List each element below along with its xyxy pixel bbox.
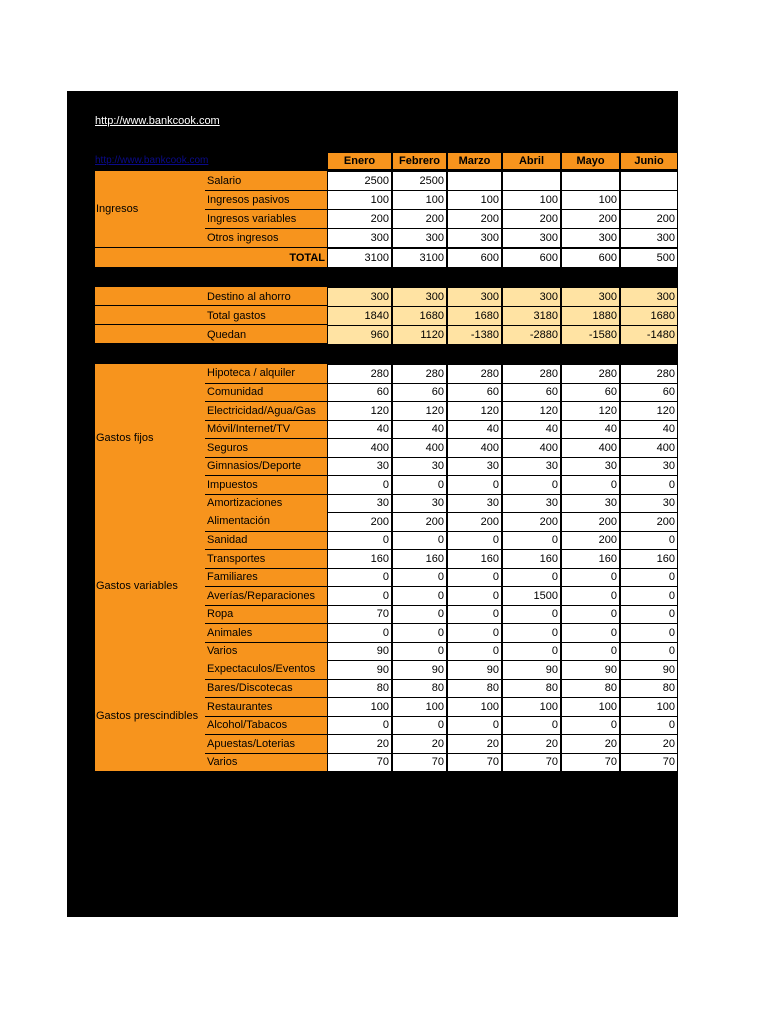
row-label: Salario bbox=[205, 171, 327, 190]
value-cell[interactable]: 40 bbox=[502, 420, 561, 440]
value-cell[interactable]: 160 bbox=[447, 549, 502, 569]
value-cell[interactable]: 30 bbox=[620, 457, 678, 477]
value-cell[interactable]: 90 bbox=[620, 660, 678, 680]
value-cell[interactable] bbox=[447, 171, 502, 191]
value-cell[interactable]: 20 bbox=[327, 734, 392, 754]
value-cell[interactable]: 40 bbox=[620, 420, 678, 440]
row-label: Ingresos pasivos bbox=[205, 190, 327, 209]
value-cell[interactable]: 0 bbox=[561, 605, 620, 625]
value-cell[interactable]: 100 bbox=[447, 190, 502, 210]
value-cell[interactable]: 100 bbox=[392, 190, 447, 210]
summary-label: Quedan bbox=[207, 328, 247, 341]
value-cell[interactable]: 0 bbox=[447, 716, 502, 736]
value-cell[interactable]: 30 bbox=[561, 494, 620, 514]
summary-value-cell[interactable]: 300 bbox=[620, 287, 678, 307]
group-label-gastos-fijos: Gastos fijos bbox=[95, 364, 205, 512]
row-label: Gimnasios/Deporte bbox=[205, 457, 327, 476]
value-cell[interactable]: 200 bbox=[447, 209, 502, 229]
summary-value-cell[interactable]: 3180 bbox=[502, 306, 561, 326]
value-cell[interactable]: 2500 bbox=[327, 171, 392, 191]
value-cell[interactable]: 0 bbox=[392, 623, 447, 643]
value-cell[interactable]: 30 bbox=[327, 494, 392, 514]
value-cell[interactable]: 0 bbox=[392, 568, 447, 588]
row-label: Animales bbox=[205, 623, 327, 642]
value-cell[interactable] bbox=[620, 190, 678, 210]
value-cell[interactable]: 300 bbox=[327, 228, 392, 248]
value-cell[interactable]: 80 bbox=[620, 679, 678, 699]
value-cell[interactable]: 20 bbox=[392, 734, 447, 754]
value-cell[interactable]: 400 bbox=[502, 438, 561, 458]
value-cell[interactable]: 30 bbox=[502, 457, 561, 477]
header-website-link[interactable]: http://www.bankcook.com bbox=[95, 155, 209, 166]
value-cell[interactable]: 100 bbox=[620, 697, 678, 717]
value-cell[interactable]: 60 bbox=[561, 383, 620, 403]
value-cell[interactable]: 100 bbox=[502, 697, 561, 717]
value-cell[interactable]: 200 bbox=[447, 512, 502, 532]
summary-label: Destino al ahorro bbox=[207, 290, 291, 303]
summary-value-cell[interactable]: 300 bbox=[327, 287, 392, 307]
value-cell[interactable]: 0 bbox=[327, 475, 392, 495]
value-cell[interactable]: 0 bbox=[392, 642, 447, 662]
group-label-gastos-variables: Gastos variables bbox=[95, 512, 205, 660]
summary-value-cell[interactable]: 300 bbox=[502, 287, 561, 307]
value-cell[interactable]: 280 bbox=[620, 364, 678, 384]
value-cell[interactable]: 160 bbox=[561, 549, 620, 569]
total-value-cell[interactable]: 3100 bbox=[392, 248, 447, 268]
row-label: Ingresos variables bbox=[205, 209, 327, 228]
value-cell[interactable]: 0 bbox=[502, 642, 561, 662]
summary-value-cell[interactable]: -1580 bbox=[561, 325, 620, 345]
value-cell[interactable]: 30 bbox=[447, 494, 502, 514]
value-cell[interactable]: 0 bbox=[392, 531, 447, 551]
summary-value-cell[interactable]: 1120 bbox=[392, 325, 447, 345]
value-cell[interactable]: 0 bbox=[447, 475, 502, 495]
value-cell[interactable]: 0 bbox=[447, 605, 502, 625]
value-cell[interactable]: 280 bbox=[447, 364, 502, 384]
value-cell[interactable]: 40 bbox=[447, 420, 502, 440]
value-cell[interactable]: 200 bbox=[327, 209, 392, 229]
value-cell[interactable]: 60 bbox=[502, 383, 561, 403]
value-cell[interactable]: 120 bbox=[561, 401, 620, 421]
row-label: Alimentación bbox=[205, 512, 327, 531]
value-cell[interactable]: 100 bbox=[561, 697, 620, 717]
value-cell[interactable]: 0 bbox=[620, 586, 678, 606]
value-cell[interactable]: 280 bbox=[392, 364, 447, 384]
value-cell[interactable]: 30 bbox=[502, 494, 561, 514]
value-cell[interactable]: 20 bbox=[502, 734, 561, 754]
value-cell[interactable]: 300 bbox=[561, 228, 620, 248]
value-cell[interactable]: 0 bbox=[502, 605, 561, 625]
summary-value-cell[interactable]: 1680 bbox=[392, 306, 447, 326]
value-cell[interactable]: 0 bbox=[620, 568, 678, 588]
value-cell[interactable]: 0 bbox=[502, 716, 561, 736]
value-cell[interactable]: 40 bbox=[327, 420, 392, 440]
value-cell[interactable]: 160 bbox=[327, 549, 392, 569]
row-label: Otros ingresos bbox=[205, 228, 327, 247]
total-value-cell[interactable]: 500 bbox=[620, 248, 678, 268]
row-label: Bares/Discotecas bbox=[205, 679, 327, 698]
value-cell[interactable]: 70 bbox=[561, 753, 620, 773]
value-cell[interactable]: 120 bbox=[447, 401, 502, 421]
value-cell[interactable]: 200 bbox=[392, 209, 447, 229]
value-cell[interactable]: 20 bbox=[620, 734, 678, 754]
total-value-cell[interactable]: 600 bbox=[447, 248, 502, 268]
value-cell[interactable]: 60 bbox=[327, 383, 392, 403]
total-value-cell[interactable]: 600 bbox=[502, 248, 561, 268]
summary-value-cell[interactable]: 300 bbox=[561, 287, 620, 307]
summary-value-cell[interactable]: 1840 bbox=[327, 306, 392, 326]
group-label-ingresos: Ingresos bbox=[95, 171, 205, 247]
value-cell[interactable]: 80 bbox=[447, 679, 502, 699]
row-label: Expectaculos/Eventos bbox=[205, 660, 327, 679]
value-cell[interactable]: 300 bbox=[502, 228, 561, 248]
value-cell[interactable]: 90 bbox=[447, 660, 502, 680]
value-cell[interactable]: 80 bbox=[561, 679, 620, 699]
value-cell[interactable]: 200 bbox=[327, 512, 392, 532]
total-label: TOTAL bbox=[95, 248, 327, 267]
value-cell[interactable]: 90 bbox=[392, 660, 447, 680]
value-cell[interactable]: 100 bbox=[392, 697, 447, 717]
value-cell[interactable]: 0 bbox=[561, 568, 620, 588]
value-cell[interactable]: 70 bbox=[392, 753, 447, 773]
summary-value-cell[interactable]: 300 bbox=[392, 287, 447, 307]
summary-value-cell[interactable]: -2880 bbox=[502, 325, 561, 345]
value-cell[interactable]: 200 bbox=[502, 209, 561, 229]
value-cell[interactable]: 80 bbox=[502, 679, 561, 699]
value-cell[interactable]: 160 bbox=[620, 549, 678, 569]
row-label: Sanidad bbox=[205, 531, 327, 550]
month-header-abril: Abril bbox=[502, 152, 561, 170]
value-cell[interactable]: 0 bbox=[327, 531, 392, 551]
row-label: Electricidad/Agua/Gas bbox=[205, 401, 327, 420]
value-cell[interactable] bbox=[502, 171, 561, 191]
value-cell[interactable]: 40 bbox=[561, 420, 620, 440]
row-label: Familiares bbox=[205, 568, 327, 587]
value-cell[interactable]: 0 bbox=[392, 586, 447, 606]
value-cell[interactable]: 0 bbox=[620, 605, 678, 625]
value-cell[interactable]: 0 bbox=[620, 716, 678, 736]
month-header-enero: Enero bbox=[327, 152, 392, 170]
value-cell[interactable]: 280 bbox=[502, 364, 561, 384]
value-cell[interactable]: 0 bbox=[327, 586, 392, 606]
value-cell[interactable]: 0 bbox=[620, 531, 678, 551]
value-cell[interactable]: 80 bbox=[392, 679, 447, 699]
total-value-cell[interactable]: 600 bbox=[561, 248, 620, 268]
row-label: Averías/Reparaciones bbox=[205, 586, 327, 605]
value-cell[interactable]: 70 bbox=[447, 753, 502, 773]
value-cell[interactable]: 300 bbox=[392, 228, 447, 248]
value-cell[interactable]: 200 bbox=[561, 512, 620, 532]
value-cell[interactable]: 30 bbox=[620, 494, 678, 514]
value-cell[interactable]: 40 bbox=[392, 420, 447, 440]
value-cell[interactable]: 70 bbox=[502, 753, 561, 773]
value-cell[interactable]: 0 bbox=[561, 623, 620, 643]
value-cell[interactable]: 20 bbox=[447, 734, 502, 754]
row-label: Ropa bbox=[205, 605, 327, 624]
value-cell[interactable]: 120 bbox=[502, 401, 561, 421]
value-cell[interactable]: 0 bbox=[502, 568, 561, 588]
month-header-mayo: Mayo bbox=[561, 152, 620, 170]
summary-value-cell[interactable]: 960 bbox=[327, 325, 392, 345]
value-cell[interactable]: 160 bbox=[392, 549, 447, 569]
summary-value-cell[interactable]: 1680 bbox=[447, 306, 502, 326]
value-cell[interactable]: 0 bbox=[561, 586, 620, 606]
row-label: Hipoteca / alquiler bbox=[205, 364, 327, 383]
value-cell[interactable]: 120 bbox=[620, 401, 678, 421]
row-label: Amortizaciones bbox=[205, 494, 327, 513]
value-cell[interactable]: 90 bbox=[502, 660, 561, 680]
value-cell[interactable]: 300 bbox=[447, 228, 502, 248]
value-cell[interactable]: 30 bbox=[392, 457, 447, 477]
row-label: Varios bbox=[205, 753, 327, 772]
summary-value-cell[interactable]: -1480 bbox=[620, 325, 678, 345]
row-label: Móvil/Internet/TV bbox=[205, 420, 327, 439]
value-cell[interactable]: 0 bbox=[447, 642, 502, 662]
value-cell[interactable]: 100 bbox=[327, 190, 392, 210]
value-cell[interactable]: 200 bbox=[502, 512, 561, 532]
value-cell[interactable]: 60 bbox=[447, 383, 502, 403]
value-cell[interactable]: 0 bbox=[392, 716, 447, 736]
row-label: Comunidad bbox=[205, 383, 327, 402]
month-header-febrero: Febrero bbox=[392, 152, 447, 170]
month-header-marzo: Marzo bbox=[447, 152, 502, 170]
row-label: Varios bbox=[205, 642, 327, 661]
value-cell[interactable]: 100 bbox=[561, 190, 620, 210]
value-cell[interactable]: 0 bbox=[620, 642, 678, 662]
value-cell[interactable]: 0 bbox=[392, 475, 447, 495]
value-cell[interactable]: 200 bbox=[561, 209, 620, 229]
value-cell[interactable]: 100 bbox=[327, 697, 392, 717]
value-cell[interactable] bbox=[561, 171, 620, 191]
value-cell[interactable]: 0 bbox=[392, 605, 447, 625]
value-cell[interactable]: 80 bbox=[327, 679, 392, 699]
value-cell[interactable]: 0 bbox=[327, 568, 392, 588]
value-cell[interactable] bbox=[620, 171, 678, 191]
value-cell[interactable]: 400 bbox=[561, 438, 620, 458]
summary-value-cell[interactable]: 1680 bbox=[620, 306, 678, 326]
value-cell[interactable]: 280 bbox=[327, 364, 392, 384]
value-cell[interactable]: 200 bbox=[620, 209, 678, 229]
month-header-junio: Junio bbox=[620, 152, 678, 170]
summary-value-cell[interactable]: -1380 bbox=[447, 325, 502, 345]
value-cell[interactable]: 90 bbox=[561, 660, 620, 680]
value-cell[interactable]: 160 bbox=[502, 549, 561, 569]
value-cell[interactable]: 120 bbox=[327, 401, 392, 421]
value-cell[interactable]: 300 bbox=[620, 228, 678, 248]
value-cell[interactable]: 0 bbox=[447, 623, 502, 643]
value-cell[interactable]: 70 bbox=[327, 753, 392, 773]
value-cell[interactable]: 0 bbox=[502, 531, 561, 551]
value-cell[interactable]: 0 bbox=[447, 568, 502, 588]
value-cell[interactable]: 0 bbox=[620, 623, 678, 643]
value-cell[interactable]: 2500 bbox=[392, 171, 447, 191]
summary-value-cell[interactable]: 300 bbox=[447, 287, 502, 307]
value-cell[interactable]: 0 bbox=[327, 716, 392, 736]
value-cell[interactable]: 0 bbox=[327, 623, 392, 643]
value-cell[interactable]: 0 bbox=[502, 475, 561, 495]
value-cell[interactable]: 70 bbox=[620, 753, 678, 773]
value-cell[interactable]: 200 bbox=[392, 512, 447, 532]
value-cell[interactable]: 1500 bbox=[502, 586, 561, 606]
summary-value-cell[interactable]: 1880 bbox=[561, 306, 620, 326]
value-cell[interactable]: 90 bbox=[327, 642, 392, 662]
value-cell[interactable]: 200 bbox=[561, 531, 620, 551]
total-value-cell[interactable]: 3100 bbox=[327, 248, 392, 268]
value-cell[interactable]: 120 bbox=[392, 401, 447, 421]
value-cell[interactable]: 60 bbox=[392, 383, 447, 403]
value-cell[interactable]: 400 bbox=[620, 438, 678, 458]
value-cell[interactable]: 400 bbox=[327, 438, 392, 458]
value-cell[interactable]: 70 bbox=[327, 605, 392, 625]
value-cell[interactable]: 30 bbox=[327, 457, 392, 477]
row-label: Restaurantes bbox=[205, 697, 327, 716]
value-cell[interactable]: 90 bbox=[327, 660, 392, 680]
value-cell[interactable]: 0 bbox=[620, 475, 678, 495]
value-cell[interactable]: 60 bbox=[620, 383, 678, 403]
value-cell[interactable]: 0 bbox=[561, 716, 620, 736]
value-cell[interactable]: 400 bbox=[392, 438, 447, 458]
value-cell[interactable]: 280 bbox=[561, 364, 620, 384]
value-cell[interactable]: 30 bbox=[392, 494, 447, 514]
row-label: Alcohol/Tabacos bbox=[205, 716, 327, 735]
value-cell[interactable]: 100 bbox=[502, 190, 561, 210]
value-cell[interactable]: 0 bbox=[447, 531, 502, 551]
value-cell[interactable]: 30 bbox=[447, 457, 502, 477]
value-cell[interactable]: 0 bbox=[561, 642, 620, 662]
value-cell[interactable]: 0 bbox=[502, 623, 561, 643]
value-cell[interactable]: 20 bbox=[561, 734, 620, 754]
group-label-gastos-prescindibles: Gastos prescindibles bbox=[95, 660, 205, 771]
website-link[interactable]: http://www.bankcook.com bbox=[95, 115, 220, 127]
value-cell[interactable]: 0 bbox=[447, 586, 502, 606]
value-cell[interactable]: 200 bbox=[620, 512, 678, 532]
summary-label: Total gastos bbox=[207, 309, 266, 322]
row-label: Seguros bbox=[205, 438, 327, 457]
row-label: Transportes bbox=[205, 549, 327, 568]
value-cell[interactable]: 30 bbox=[561, 457, 620, 477]
row-label: Impuestos bbox=[205, 475, 327, 494]
value-cell[interactable]: 100 bbox=[447, 697, 502, 717]
value-cell[interactable]: 400 bbox=[447, 438, 502, 458]
value-cell[interactable]: 0 bbox=[561, 475, 620, 495]
row-label: Apuestas/Loterias bbox=[205, 734, 327, 753]
